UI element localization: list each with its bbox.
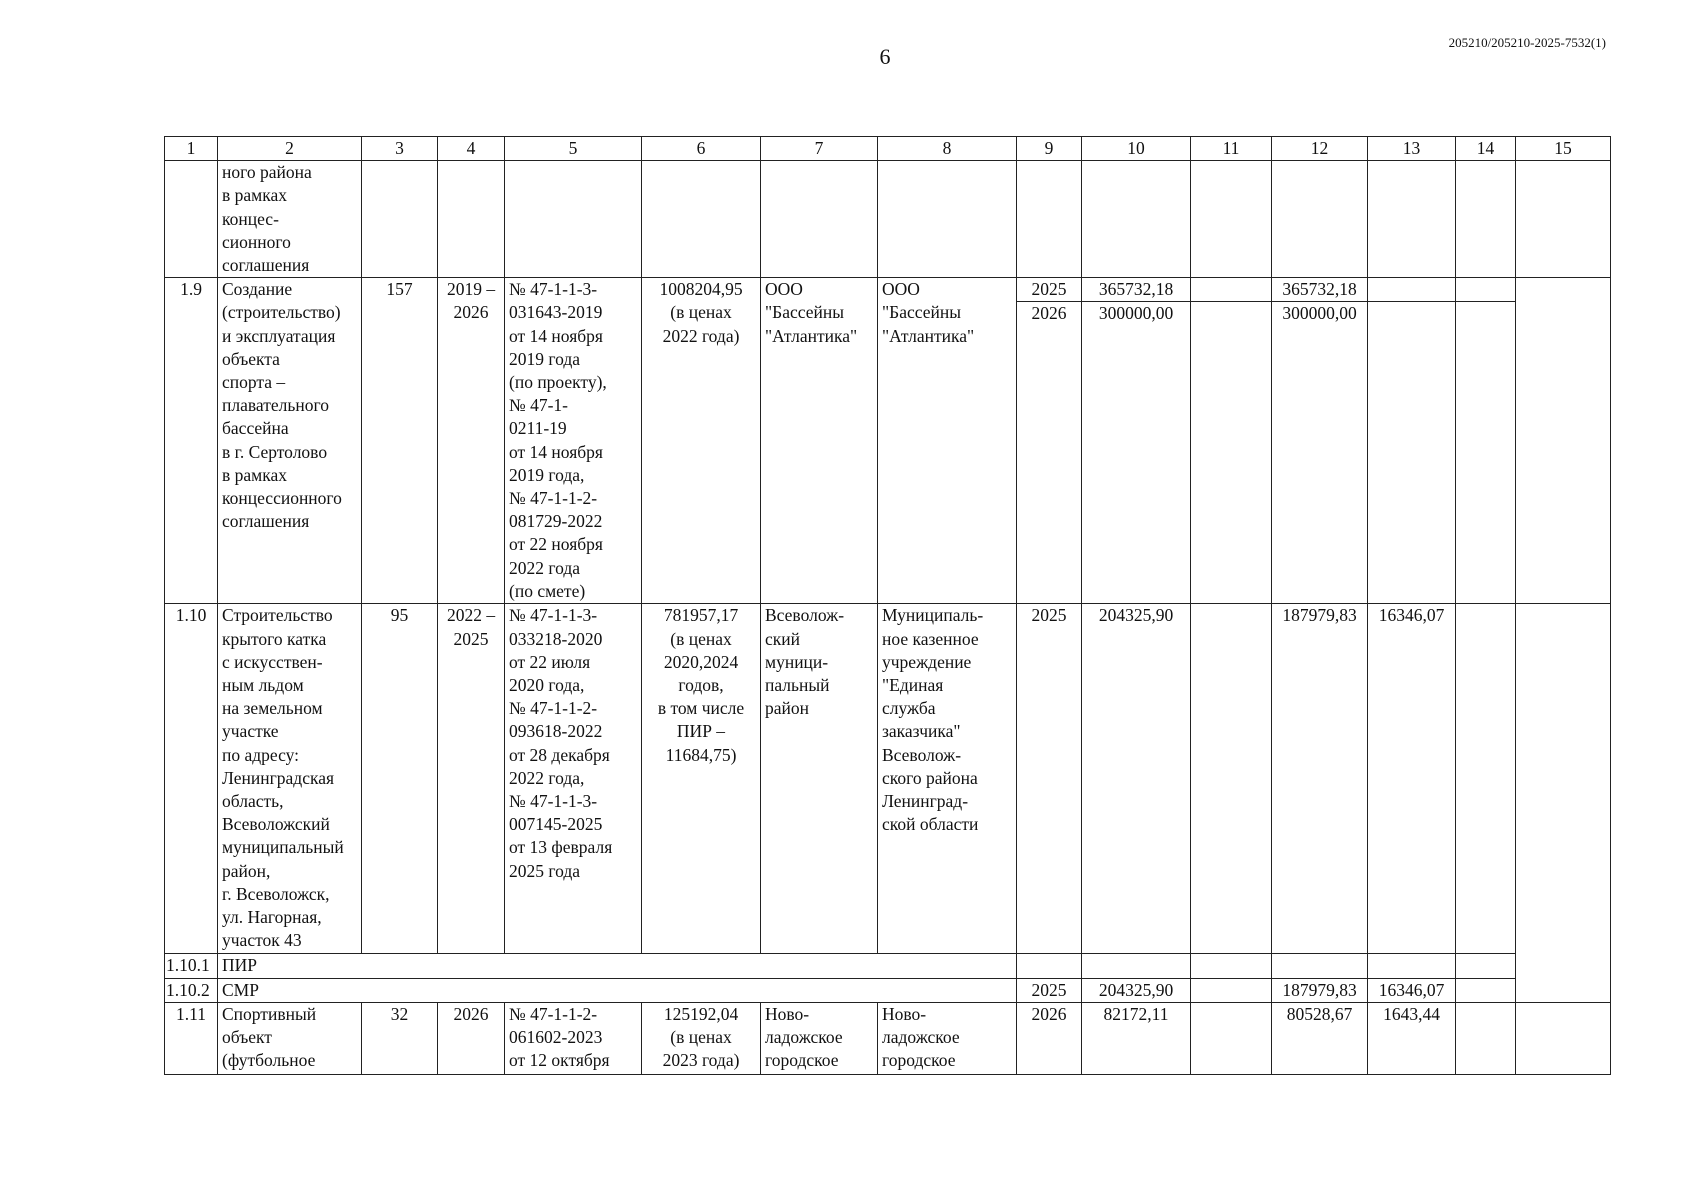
row-number: 1.10 (165, 604, 218, 954)
column-number-cell: 8 (878, 137, 1017, 161)
column-number-cell: 7 (761, 137, 878, 161)
regional-budget-amount: 16346,07 (1368, 978, 1456, 1002)
financing-year: 2026 (1017, 1002, 1082, 1074)
column-number-cell: 10 (1082, 137, 1191, 161)
federal-budget-amount: 365732,18 (1272, 278, 1368, 302)
estimated-cost: 1008204,95 (в ценах 2022 года) (642, 278, 761, 604)
capacity-value: 157 (362, 278, 438, 604)
row-number: 1.10.1 (165, 954, 218, 978)
table-row-1-10-2 (165, 978, 1611, 1002)
object-name-continuation: ного района в рамках концес- сионного соглашения (218, 161, 362, 278)
expertise-conclusion: № 47-1-1-2- 061602-2023 от 12 октября (505, 1002, 642, 1074)
financing-total: 365732,18 (1082, 278, 1191, 302)
row-number: 1.11 (165, 1002, 218, 1074)
customer-organization: ООО "Бассейны "Атлантика" (878, 278, 1017, 604)
object-name: Строительство крытого катка с искусствен- ным льдом на земельном участке по адресу: Ленинградская область, Всеволожский муниципальный район, г. Всеволожск, ул. Нагорная, участок 43 (218, 604, 362, 954)
owner-organization: Всеволож- ский муници- пальный район (761, 604, 878, 954)
financing-year: 2025 (1017, 604, 1082, 954)
table-row-continuation (165, 161, 1611, 278)
financing-total: 300000,00 (1082, 302, 1191, 604)
expertise-conclusion: № 47-1-1-3- 033218-2020 от 22 июля 2020 года, № 47-1-1-2- 093618-2022 от 28 декабря 2022 года, № 47-1-1-3- 007145-2025 от 13 февраля 2025 года (505, 604, 642, 954)
row-number: 1.9 (165, 278, 218, 604)
table-row-1-9 (165, 278, 1611, 302)
table-row-1-11 (165, 1002, 1611, 1074)
financing-year: 2025 (1017, 978, 1082, 1002)
column-number-cell: 5 (505, 137, 642, 161)
document-id: 205210/205210-2025-7532(1) (1448, 35, 1606, 50)
column-number-cell: 12 (1272, 137, 1368, 161)
financing-total: 204325,90 (1082, 978, 1191, 1002)
financing-total: 82172,11 (1082, 1002, 1191, 1074)
estimated-cost: 125192,04 (в ценах 2023 года) (642, 1002, 761, 1074)
object-name: Создание (строительство) и эксплуатация объекта спорта – плавательного бассейна в г. Сертолово в рамках концессионного соглашения (218, 278, 362, 604)
customer-organization: Муниципаль- ное казенное учреждение "Единая служба заказчика" Всеволож- ского района Ленинград- ской области (878, 604, 1017, 954)
owner-organization: ООО "Бассейны "Атлантика" (761, 278, 878, 604)
federal-budget-amount: 187979,83 (1272, 604, 1368, 954)
column-number-cell: 13 (1368, 137, 1456, 161)
table-row-1-10 (165, 604, 1611, 954)
construction-years: 2026 (438, 1002, 505, 1074)
expertise-conclusion: № 47-1-1-3- 031643-2019 от 14 ноября 2019 года (по проекту), № 47-1- 0211-19 от 14 ноября 2019 года, № 47-1-1-2- 081729-2022 от 22 ноября 2022 года (по смете) (505, 278, 642, 604)
financing-total: 204325,90 (1082, 604, 1191, 954)
owner-organization: Ново- ладожское городское (761, 1002, 878, 1074)
column-number-cell: 3 (362, 137, 438, 161)
column-number-row (165, 137, 1611, 161)
program-table (164, 136, 1611, 1075)
stage-name: ПИР (218, 954, 1017, 978)
column-number-cell: 4 (438, 137, 505, 161)
capacity-value: 95 (362, 604, 438, 954)
regional-budget-amount: 1643,44 (1368, 1002, 1456, 1074)
federal-budget-amount: 80528,67 (1272, 1002, 1368, 1074)
financing-year: 2025 (1017, 278, 1082, 302)
column-number-cell: 14 (1456, 137, 1516, 161)
column-number-cell: 9 (1017, 137, 1082, 161)
row-number: 1.10.2 (165, 978, 218, 1002)
regional-budget-amount: 16346,07 (1368, 604, 1456, 954)
federal-budget-amount: 187979,83 (1272, 978, 1368, 1002)
column-number-cell: 11 (1191, 137, 1272, 161)
construction-years: 2022 – 2025 (438, 604, 505, 954)
column-number-cell: 6 (642, 137, 761, 161)
column-number-cell: 1 (165, 137, 218, 161)
page-number: 6 (879, 44, 891, 69)
federal-budget-amount: 300000,00 (1272, 302, 1368, 604)
capacity-value: 32 (362, 1002, 438, 1074)
financing-year: 2026 (1017, 302, 1082, 604)
column-number-cell: 15 (1516, 137, 1611, 161)
customer-organization: Ново- ладожское городское (878, 1002, 1017, 1074)
stage-name: СМР (218, 978, 1017, 1002)
estimated-cost: 781957,17 (в ценах 2020,2024 годов, в том числе ПИР – 11684,75) (642, 604, 761, 954)
column-number-cell: 2 (218, 137, 362, 161)
table-row-1-10-1 (165, 954, 1611, 978)
construction-years: 2019 – 2026 (438, 278, 505, 604)
object-name: Спортивный объект (футбольное (218, 1002, 362, 1074)
